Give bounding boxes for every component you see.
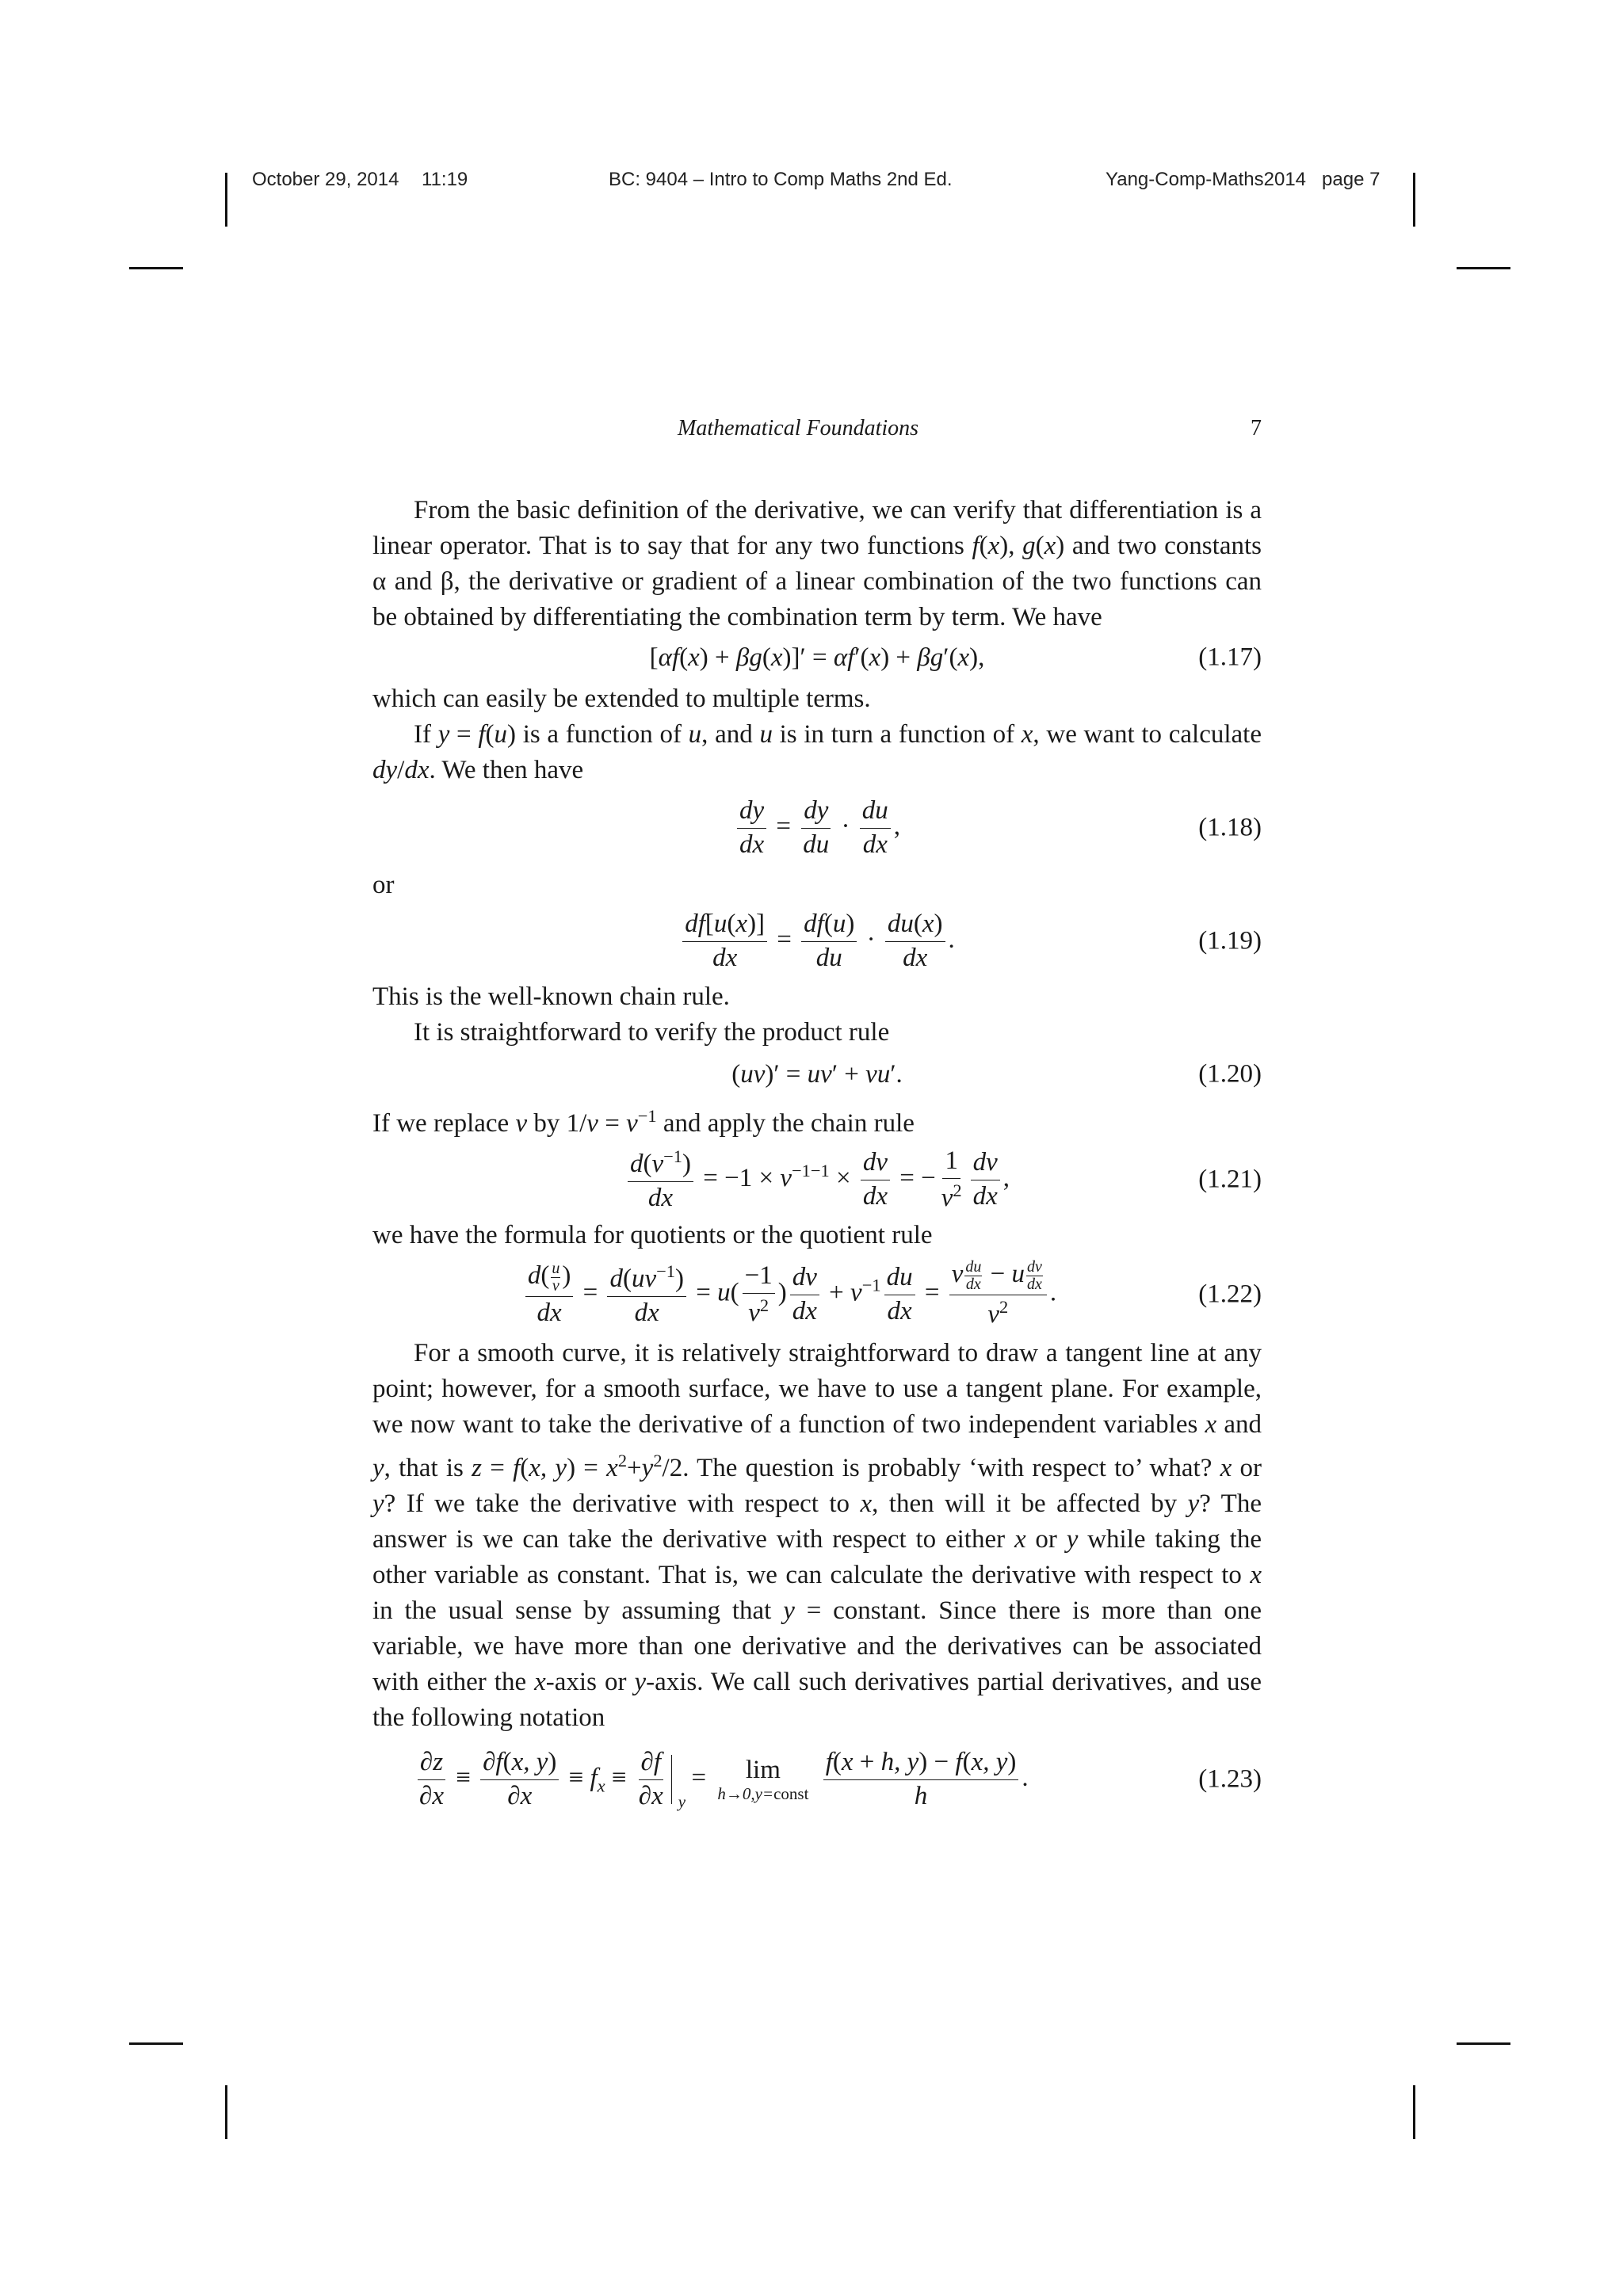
crop-mark — [1413, 2085, 1415, 2139]
crop-mark — [225, 173, 227, 227]
equation-number: (1.18) — [1198, 813, 1262, 842]
equation-1-19: $\frac{df[u(x)]}{dx}$ = $\frac{df(u)}{du}$ · $\frac{du(x)}{dx}$ . (1.19) — [372, 903, 1262, 979]
crop-mark — [1457, 267, 1510, 269]
crop-mark — [129, 2042, 183, 2045]
equation-1-22: d( $\frac{u}{v}$ ) dx = $\frac{d(uv^{-1})}{dx}$ = u( $\frac{-1}{v^2}$ ) $\frac{dv}{dx}$ + $v^{-1}$ $\frac{du}{dx}$ = v $\frac{du}{dx}$ − u $\frac{dv}{dx}$ $v^2$ . (1.22) — [372, 1253, 1262, 1336]
crop-mark — [225, 2085, 227, 2139]
equation-1-20: (uv)′ = uv′ + vu′. (1.20) — [372, 1051, 1262, 1098]
paragraph: If we replace v by $1/v = v^{-1}$ and apply the chain rule — [372, 1106, 915, 1138]
equation-number: (1.21) — [1198, 1165, 1262, 1194]
equation-number: (1.22) — [1198, 1280, 1262, 1309]
crop-mark — [1413, 173, 1415, 227]
paragraph: If y = f(u) is a function of u, and u is in turn a function of x, we want to calculate dy/dx. We then have — [372, 720, 1262, 784]
page-number: 7 — [1251, 416, 1262, 441]
equation-1-23: $\frac{\partial z}{\partial x}$ ≡ $\frac{\partial f(x, y)}{\partial x}$ ≡ $f_x$ ≡ $\frac{\partial f}{\partial x}$ y = lim h→0,y=const $\frac{f(x + h, y) - f(x, y)}{h}$ . (1.23) — [372, 1736, 1262, 1823]
crop-mark — [129, 267, 183, 269]
paragraph: From the basic definition of the derivative, we can verify that differentiation is a linear operator. That is to say that for any two functions f(x), g(x) and two constants α and β, the derivative or gradient of a linear combination of the two functions can be obtained by differentiating the combination term by term. We have — [372, 496, 1262, 631]
equation-1-17: [αf(x) + βg(x)]′ = αf′(x) + βg′(x), (1.17) — [372, 637, 1262, 678]
equation-number: (1.23) — [1198, 1764, 1262, 1794]
text-column — [372, 493, 1262, 1823]
equation-1-18: $\frac{dy}{dx}$ = $\frac{dy}{du}$ · $\frac{du}{dx}$ , (1.18) — [372, 788, 1262, 868]
paragraph: or — [372, 871, 395, 899]
crop-mark — [1457, 2042, 1510, 2045]
header-book: BC: 9404 – Intro to Comp Maths 2nd Ed. — [609, 169, 953, 190]
header-date: October 29, 2014 — [252, 169, 399, 190]
equation-number: (1.17) — [1198, 643, 1262, 672]
running-head-title: Mathematical Foundations — [678, 416, 919, 441]
paragraph: This is the well-known chain rule. — [372, 982, 730, 1011]
equation-number: (1.20) — [1198, 1059, 1262, 1089]
paragraph: For a smooth curve, it is relatively straightforward to draw a tangent line at any point; however, for a smooth surface, we have to use a tangent plane. For example, we now want to take the derivative of a function of two independent variables x and y, that is z = f(x, $y) = x^2+y^2/2$. The question is probably ‘with respect to’ what? x or y? If we take the derivative with respect to x, then will it be affected by y? The answer is we can take the derivative with respect to either x or y while taking the other variable as constant. That is, we can calculate the derivative with respect to x in the usual sense by assuming that y = constant. Since there is more than one variable, we have more than one derivative and the derivatives can be associated with either the x-axis or y-axis. We call such derivatives partial derivatives, and use the following notation — [372, 1339, 1262, 1732]
paragraph: we have the formula for quotients or the quotient rule — [372, 1221, 933, 1249]
header-file-page: Yang-Comp-Maths2014 page 7 — [1106, 169, 1381, 190]
equation-1-21: $\frac{d(v^{-1})}{dx}$ = $-1 \times v^{-1-1}$ × $\frac{dv}{dx}$ = − $\frac{1}{v^2}$ $\frac{dv}{dx}$ , (1.21) — [372, 1142, 1262, 1218]
paragraph: which can easily be extended to multiple terms. — [372, 685, 871, 713]
paragraph: It is straightforward to verify the product rule — [414, 1018, 890, 1047]
equation-number: (1.19) — [1198, 926, 1262, 955]
header-time: 11:19 — [422, 169, 468, 190]
